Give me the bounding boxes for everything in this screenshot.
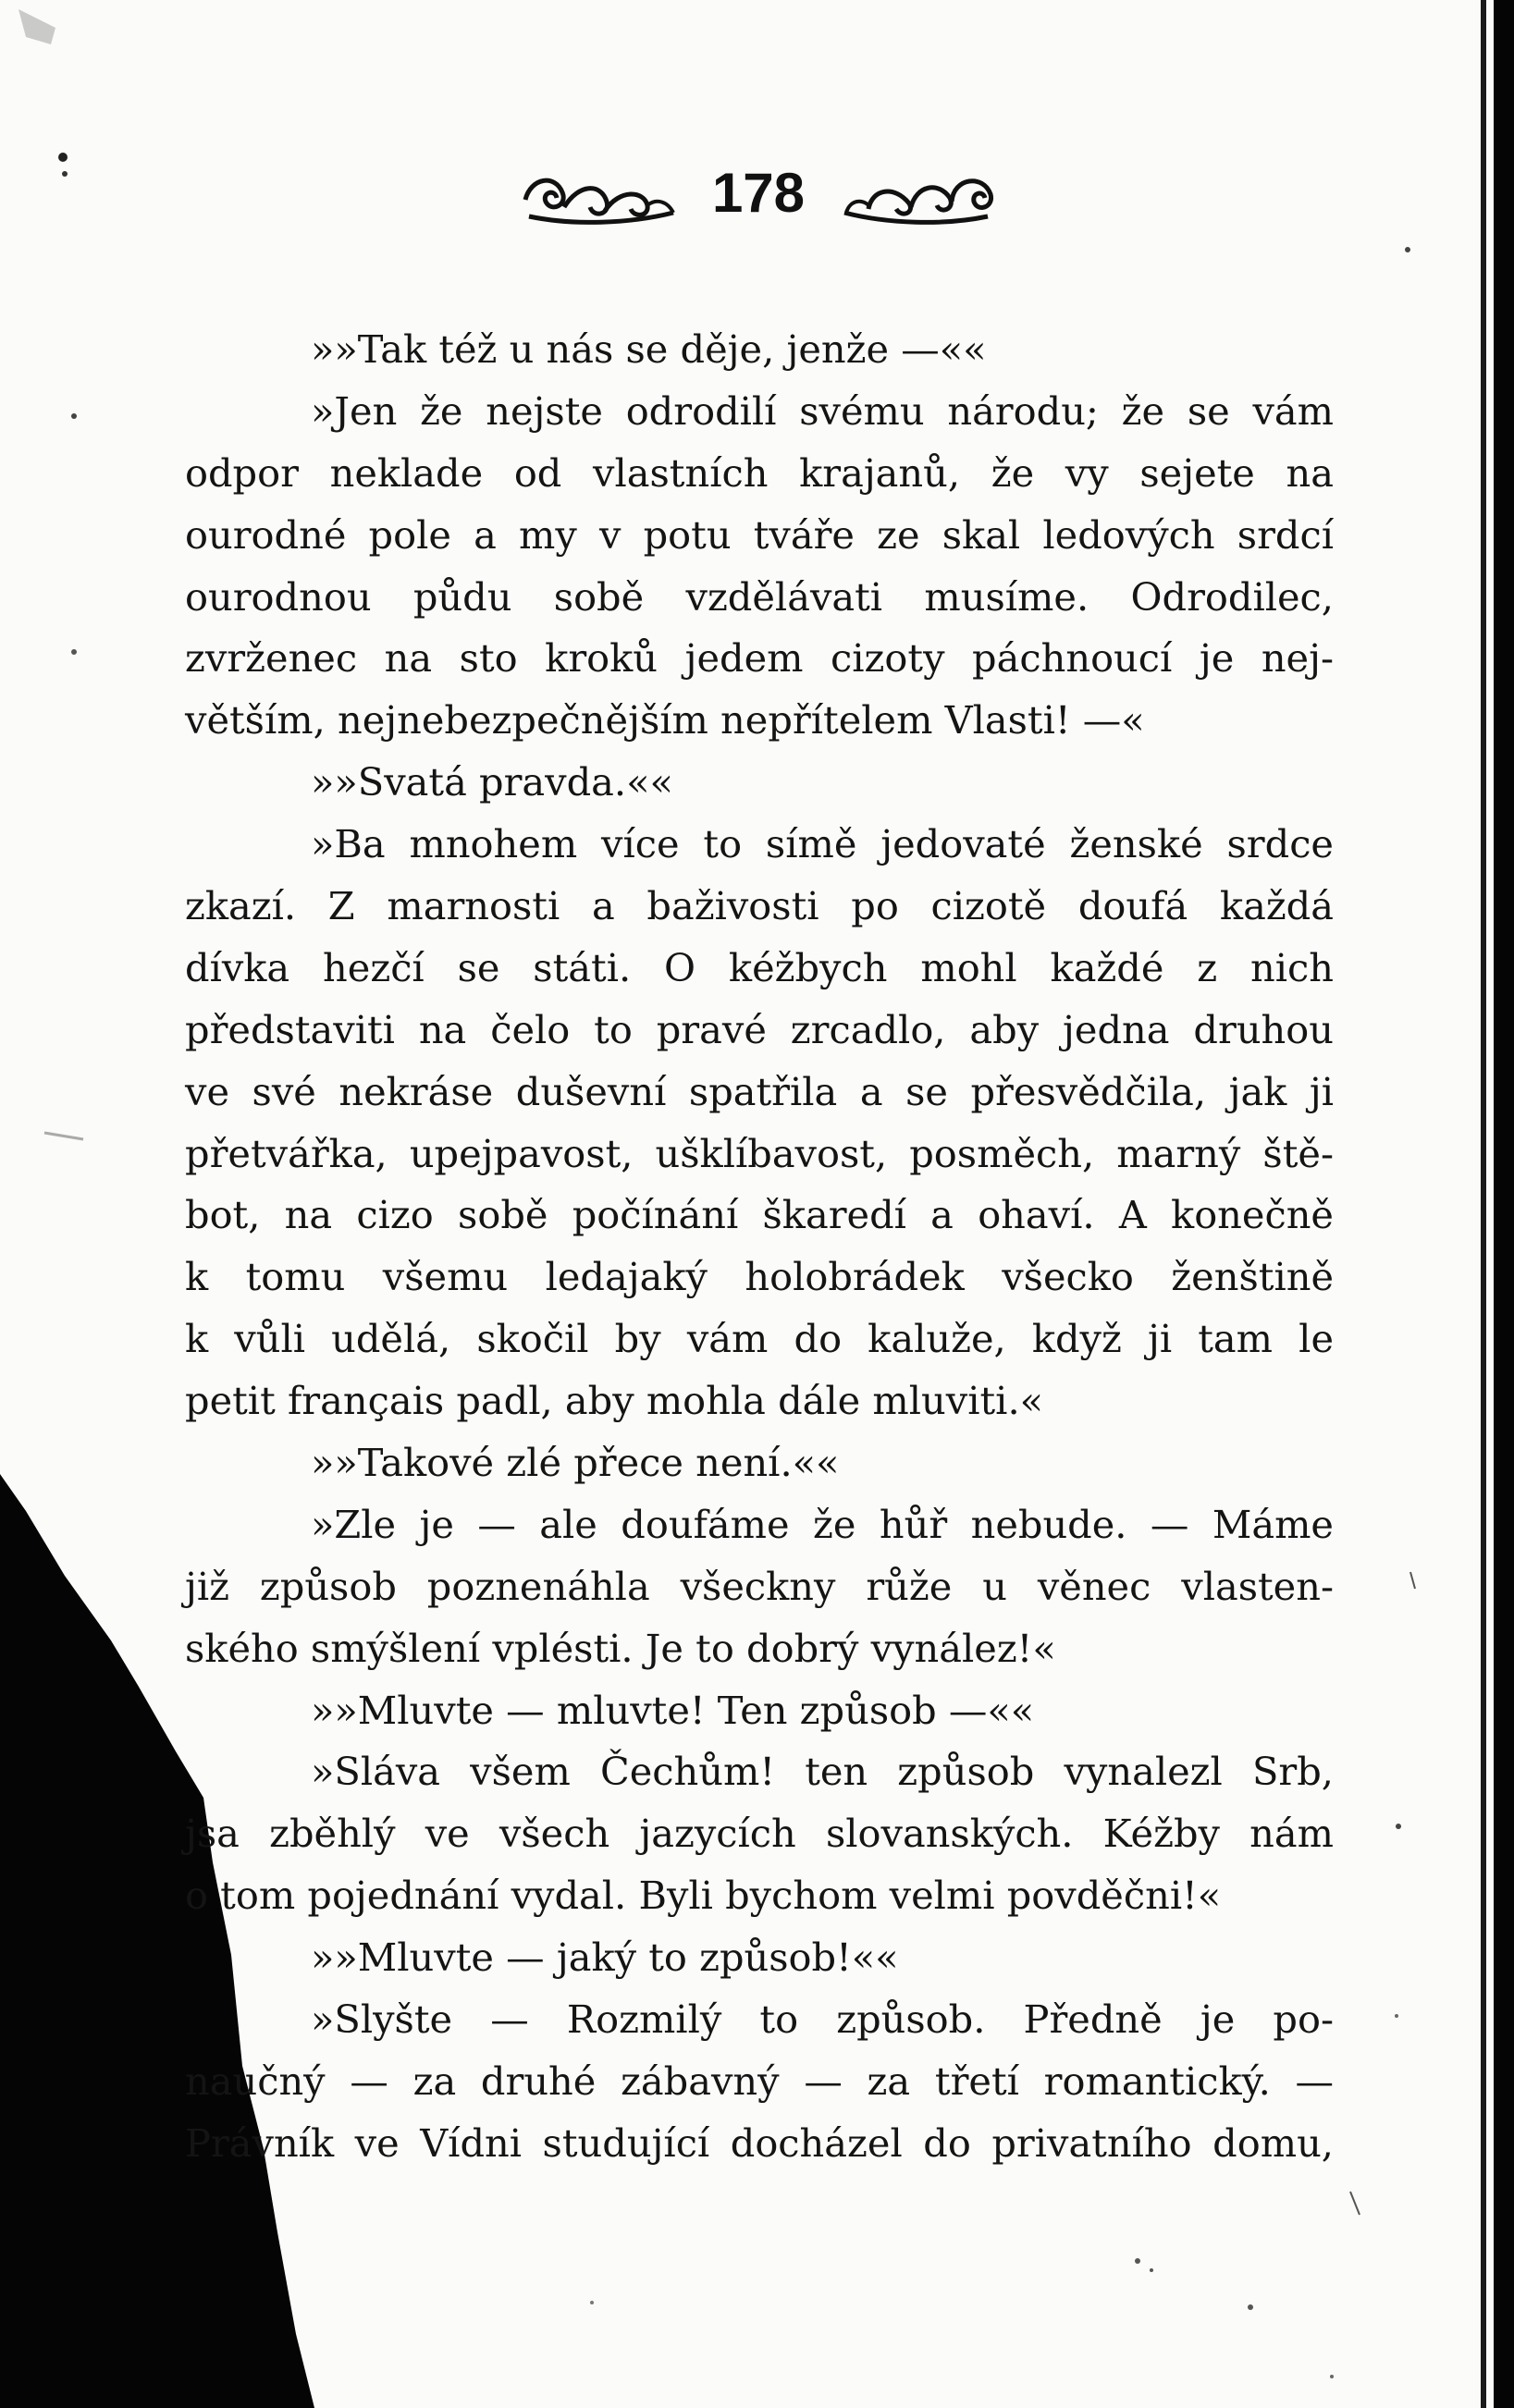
text-line: zkazí. Z marnosti a baživosti po cizotě doufá každá [185, 883, 1334, 929]
text-line: naučný — za druhé zábavný — za třetí romantický. — [185, 2058, 1334, 2104]
text-line: bot, na cizo sobě počínání škaredí a ohaví. A konečně [185, 1192, 1334, 1238]
text-line: k vůli udělá, skočil by vám do kaluže, když ji tam le [185, 1316, 1334, 1362]
text-line: větším, nejnebezpečnějším nepřítelem Vlasti! —« [185, 697, 1145, 743]
ornament-right-icon [837, 165, 999, 229]
text-line: »Slyšte — Rozmilý to způsob. Předně je po- [311, 1996, 1334, 2043]
page-binding-edge [1494, 0, 1514, 2408]
text-line: jsa zběhlý ve všech jazycích slovanských. Kéžby nám [185, 1811, 1334, 1857]
text-line: ourodné pole a my v potu tváře ze skal ledových srdcí [185, 511, 1334, 558]
text-line: »Jen že nejste odrodilí svému národu; že se vám [311, 387, 1334, 434]
text-line: ourodnou půdu sobě vzdělávati musíme. Odrodilec, [185, 573, 1334, 620]
text-line: představiti na čelo to pravé zrcadlo, aby jedna druhou [185, 1006, 1334, 1052]
text-line: »Ba mnohem více to símě jedovaté ženské srdce [311, 821, 1334, 867]
text-line: »»Mluvte — mluvte! Ten způsob —«« [311, 1687, 1035, 1733]
text-line: petit français padl, aby mohla dále mluviti.« [185, 1378, 1044, 1424]
text-line: Právník ve Vídni studující docházel do privatního domu, [185, 2119, 1334, 2166]
text-line: »»Mluvte — jaký to způsob!«« [311, 1935, 899, 1981]
text-line: již způsob poznenáhla všeckny růže u věnec vlasten- [185, 1563, 1334, 1609]
page-number: 178 [711, 162, 806, 224]
text-line: »Zle je — ale doufáme že hůř nebude. — Máme [311, 1501, 1334, 1547]
body-text [185, 319, 1334, 2175]
text-line: ského smýšlení vplésti. Je to dobrý vynález!« [185, 1625, 1056, 1671]
text-line: dívka hezčí se státi. O kéžbych mohl každé z nich [185, 944, 1334, 990]
text-line: »»Tak též u nás se děje, jenže —«« [311, 326, 987, 372]
text-line: k tomu všemu ledajaký holobrádek všecko ženštině [185, 1254, 1334, 1300]
text-line: »»Svatá pravda.«« [311, 759, 673, 805]
text-line: přetvářka, upejpavost, ušklíbavost, posměch, marný ště- [185, 1130, 1334, 1176]
text-line: odpor neklade od vlastních krajanů, že vy sejete na [185, 449, 1334, 496]
text-line: zvrženec na sto kroků jedem cizoty páchnoucí je nej- [185, 635, 1334, 682]
text-line: o tom pojednání vydal. Byli bychom velmi povděčni!« [185, 1873, 1222, 1919]
text-line: ve své nekráse duševní spatřila a se přesvědčila, jak ji [185, 1068, 1334, 1114]
text-line: »»Takové zlé přece není.«« [311, 1440, 840, 1486]
ornament-left-icon [518, 165, 680, 229]
page-header [518, 148, 999, 250]
text-line: »Sláva všem Čechům! ten způsob vynalezl Srb, [311, 1749, 1334, 1795]
